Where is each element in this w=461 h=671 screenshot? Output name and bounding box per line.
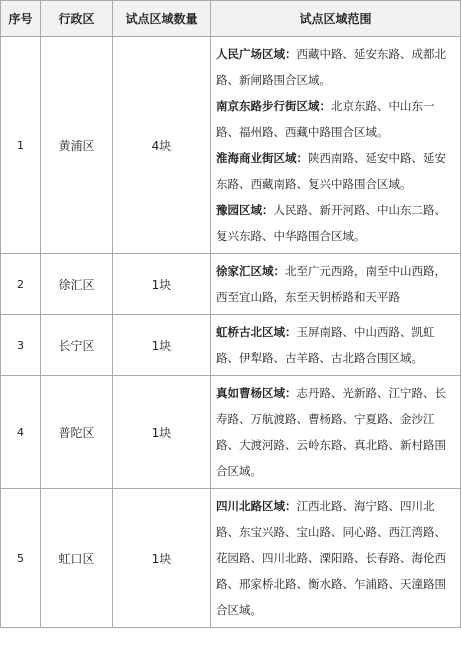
row-count: 1块	[113, 489, 211, 628]
zone-name: 南京东路步行街区域：	[216, 99, 331, 113]
table-row	[1, 376, 461, 489]
zone-desc: 玉屏南路、中山西路、凯虹路、伊犁路、古羊路、古北路合围区域。	[216, 325, 435, 365]
row-index: 2	[1, 254, 41, 315]
zone-name: 真如曹杨区域：	[216, 386, 297, 400]
zone-desc: 江西北路、海宁路、四川北路、东宝兴路、宝山路、同心路、西江湾路、花园路、四川北路、溧阳路、长春路、海伦西路、邢家桥北路、衡水路、乍浦路、天潼路围合区域。	[216, 499, 446, 617]
table-row	[1, 37, 461, 254]
header-row	[1, 1, 461, 37]
row-index: 4	[1, 376, 41, 489]
row-index: 3	[1, 315, 41, 376]
row-district: 虹口区	[41, 489, 113, 628]
zone-name: 徐家汇区域：	[216, 264, 285, 278]
zone-entry	[216, 319, 456, 371]
zone-entry	[216, 41, 456, 93]
row-count: 1块	[113, 254, 211, 315]
zone-name: 虹桥古北区域：	[216, 325, 297, 339]
zone-entry	[216, 145, 456, 197]
zone-entry	[216, 197, 456, 249]
row-district: 徐汇区	[41, 254, 113, 315]
row-range	[211, 37, 461, 254]
zone-entry	[216, 258, 456, 310]
zone-entry	[216, 93, 456, 145]
row-index: 5	[1, 489, 41, 628]
zone-desc: 志丹路、光新路、江宁路、长寿路、万航渡路、曹杨路、宁夏路、金沙江路、大渡河路、云岭东路、真北路、新村路围合区域。	[216, 386, 446, 478]
zone-name: 人民广场区域：	[216, 47, 297, 61]
zone-desc: 北京东路、中山东一路、福州路、西藏中路围合区域。	[216, 99, 435, 139]
row-index: 1	[1, 37, 41, 254]
zone-desc: 陕西南路、延安中路、延安东路、西藏南路、复兴中路围合区域。	[216, 151, 446, 191]
row-count: 4块	[113, 37, 211, 254]
row-range	[211, 254, 461, 315]
table-row	[1, 489, 461, 628]
zone-desc: 北至广元西路，南至中山西路，西至宜山路，东至天钥桥路和天平路	[216, 264, 446, 304]
zone-entry	[216, 493, 456, 623]
row-range	[211, 376, 461, 489]
zone-entry	[216, 380, 456, 484]
zone-name: 四川北路区域：	[216, 499, 297, 513]
header-index: 序号	[1, 1, 41, 37]
row-count: 1块	[113, 376, 211, 489]
header-count: 试点区域数量	[113, 1, 211, 37]
row-range	[211, 489, 461, 628]
header-range: 试点区域范围	[211, 1, 461, 37]
table-row	[1, 254, 461, 315]
row-district: 黄浦区	[41, 37, 113, 254]
zone-name: 豫园区域：	[216, 203, 274, 217]
row-district: 长宁区	[41, 315, 113, 376]
row-range	[211, 315, 461, 376]
zone-desc: 西藏中路、延安东路、成都北路、新闸路围合区域。	[216, 47, 446, 87]
header-district: 行政区	[41, 1, 113, 37]
zone-desc: 人民路、新开河路、中山东二路、复兴东路、中华路围合区域。	[216, 203, 446, 243]
row-district: 普陀区	[41, 376, 113, 489]
zone-name: 淮海商业街区域：	[216, 151, 308, 165]
row-count: 1块	[113, 315, 211, 376]
table-row	[1, 315, 461, 376]
